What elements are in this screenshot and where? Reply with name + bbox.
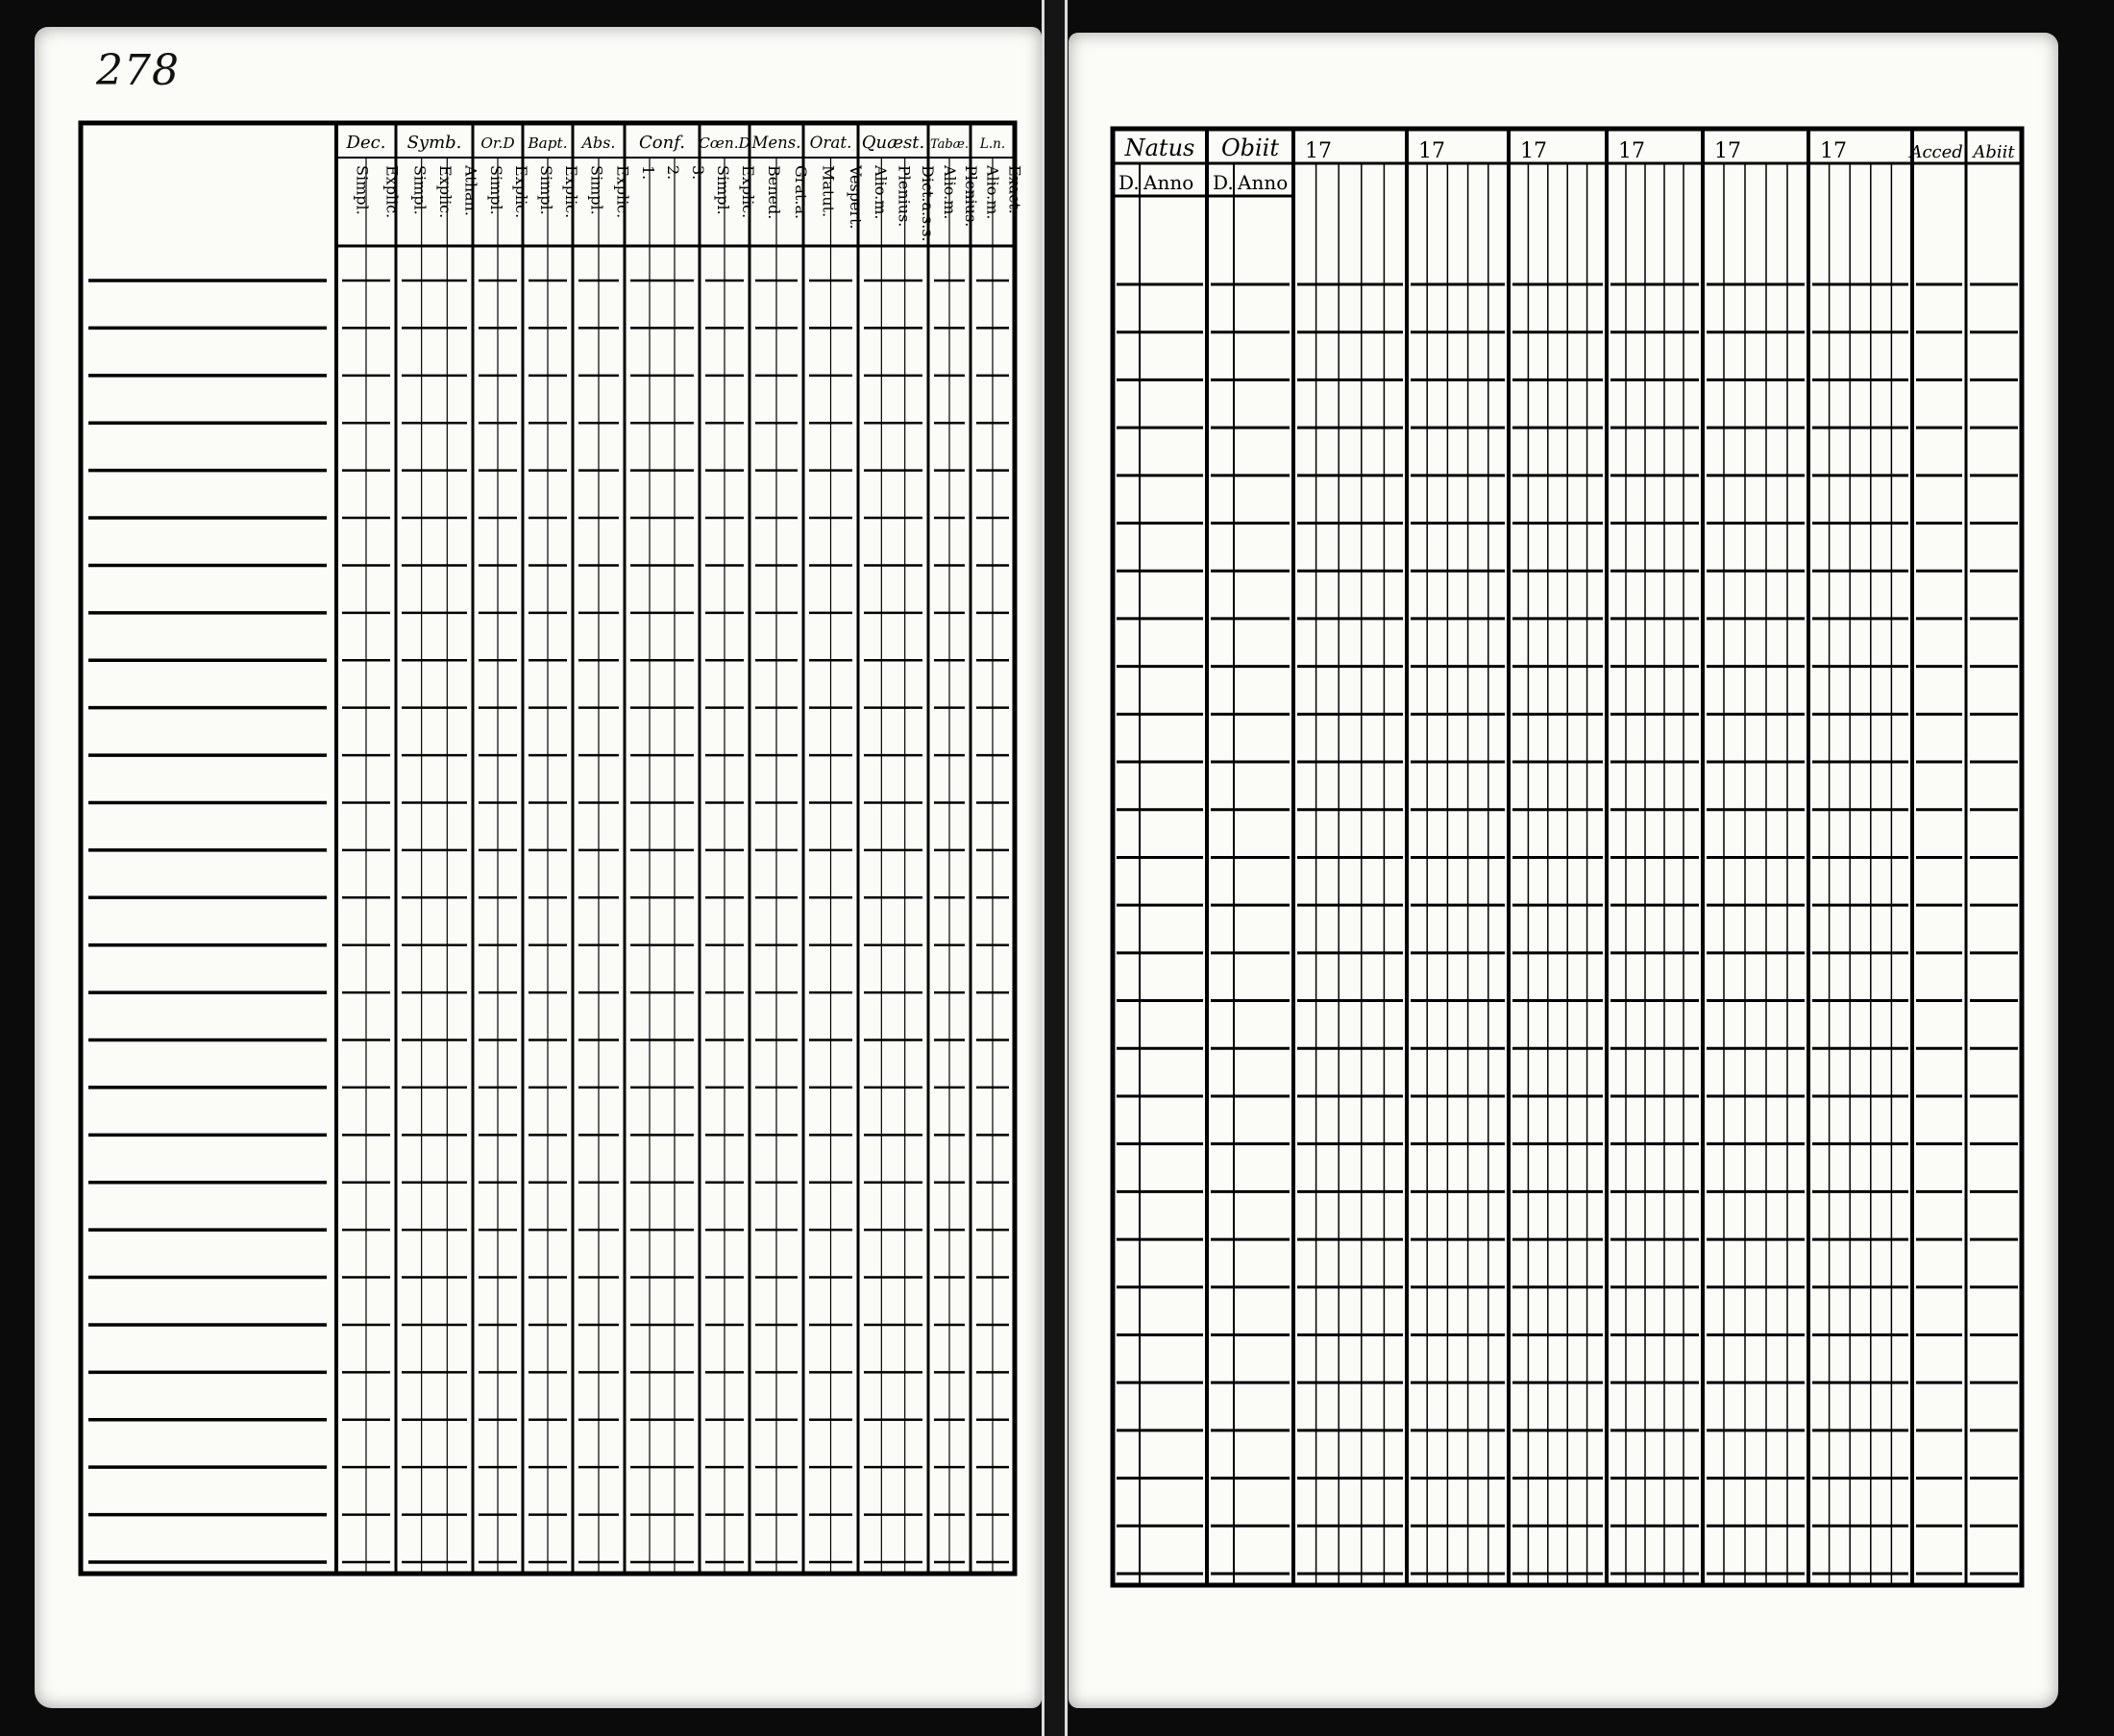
left-column-subheader: Explic. xyxy=(613,165,632,219)
natus-day-subheader: D. xyxy=(1118,171,1140,194)
left-column-header: L.n. xyxy=(979,136,1006,152)
left-column-subheader: Explic. xyxy=(739,165,757,219)
left-column-subheader: Simpl. xyxy=(587,165,606,215)
left-column-subheader: Alio.m. xyxy=(872,165,891,220)
year-column-header: 17 xyxy=(1618,139,1645,163)
left-column-subheader: Grat.a. xyxy=(792,165,810,220)
left-register-table xyxy=(81,123,1024,1574)
year-column-header: 17 xyxy=(1305,139,1332,163)
left-column-header: Symb. xyxy=(406,133,462,153)
left-column-subheader: Dict.a.s.s. xyxy=(918,165,937,242)
left-column-subheader: Vespert. xyxy=(846,165,865,230)
year-column-header: 17 xyxy=(1418,139,1445,163)
left-column-subheader: Athan. xyxy=(461,165,480,216)
left-column-header: Or.D xyxy=(480,134,515,152)
left-column-subheader: 3. xyxy=(689,165,707,181)
accessit-header: Acced. xyxy=(1909,142,1969,162)
left-column-header: Tabæ. xyxy=(929,137,970,152)
year-column-header: 17 xyxy=(1820,139,1847,163)
year-column-header: 17 xyxy=(1520,139,1547,163)
obiit-day-subheader: D. xyxy=(1213,171,1234,194)
left-column-header: Conf. xyxy=(639,133,685,153)
left-column-subheader: Explic. xyxy=(436,165,455,219)
left-column-subheader: Simpl. xyxy=(487,165,505,215)
left-column-header: Abs. xyxy=(581,134,616,152)
left-column-subheader: Simpl. xyxy=(714,165,732,215)
left-column-subheader: Plenius. xyxy=(962,165,980,228)
page-number: 278 xyxy=(96,46,180,95)
left-column-header: Orat. xyxy=(809,133,852,152)
obiit-year-subheader: Anno xyxy=(1238,171,1289,194)
left-column-header: Cœn.D xyxy=(699,134,750,152)
natus-year-subheader: Anno xyxy=(1143,171,1194,194)
left-column-subheader: 2. xyxy=(664,165,682,181)
left-column-subheader: Alio.m. xyxy=(983,165,1002,220)
abiit-header: Abiit xyxy=(1973,142,2015,162)
left-column-subheader: 1. xyxy=(639,165,657,181)
left-column-subheader: Simpl. xyxy=(537,165,555,215)
right-register-table xyxy=(1113,129,2022,1585)
left-column-subheader: Explic. xyxy=(562,165,580,219)
left-column-subheader: Simpl. xyxy=(353,165,372,215)
left-column-header: Bapt. xyxy=(528,134,568,152)
left-column-subheader: Exact. xyxy=(1005,165,1024,214)
left-column-subheader: Explic. xyxy=(382,165,402,219)
left-column-subheader: Plenius. xyxy=(895,165,914,228)
left-column-header: Quæst. xyxy=(861,133,925,153)
left-column-header: Mens. xyxy=(751,134,801,152)
year-column-header: 17 xyxy=(1714,139,1741,163)
left-column-subheader: Matut. xyxy=(819,165,838,218)
left-column-header: Dec. xyxy=(346,133,386,153)
left-column-subheader: Simpl. xyxy=(410,165,430,215)
left-column-subheader: Explic. xyxy=(512,165,530,219)
left-column-subheader: Alio.m. xyxy=(941,165,959,220)
obiit-header: Obiit xyxy=(1220,134,1280,161)
left-column-subheader: Bened. xyxy=(765,165,783,220)
natus-header: Natus xyxy=(1124,134,1195,161)
